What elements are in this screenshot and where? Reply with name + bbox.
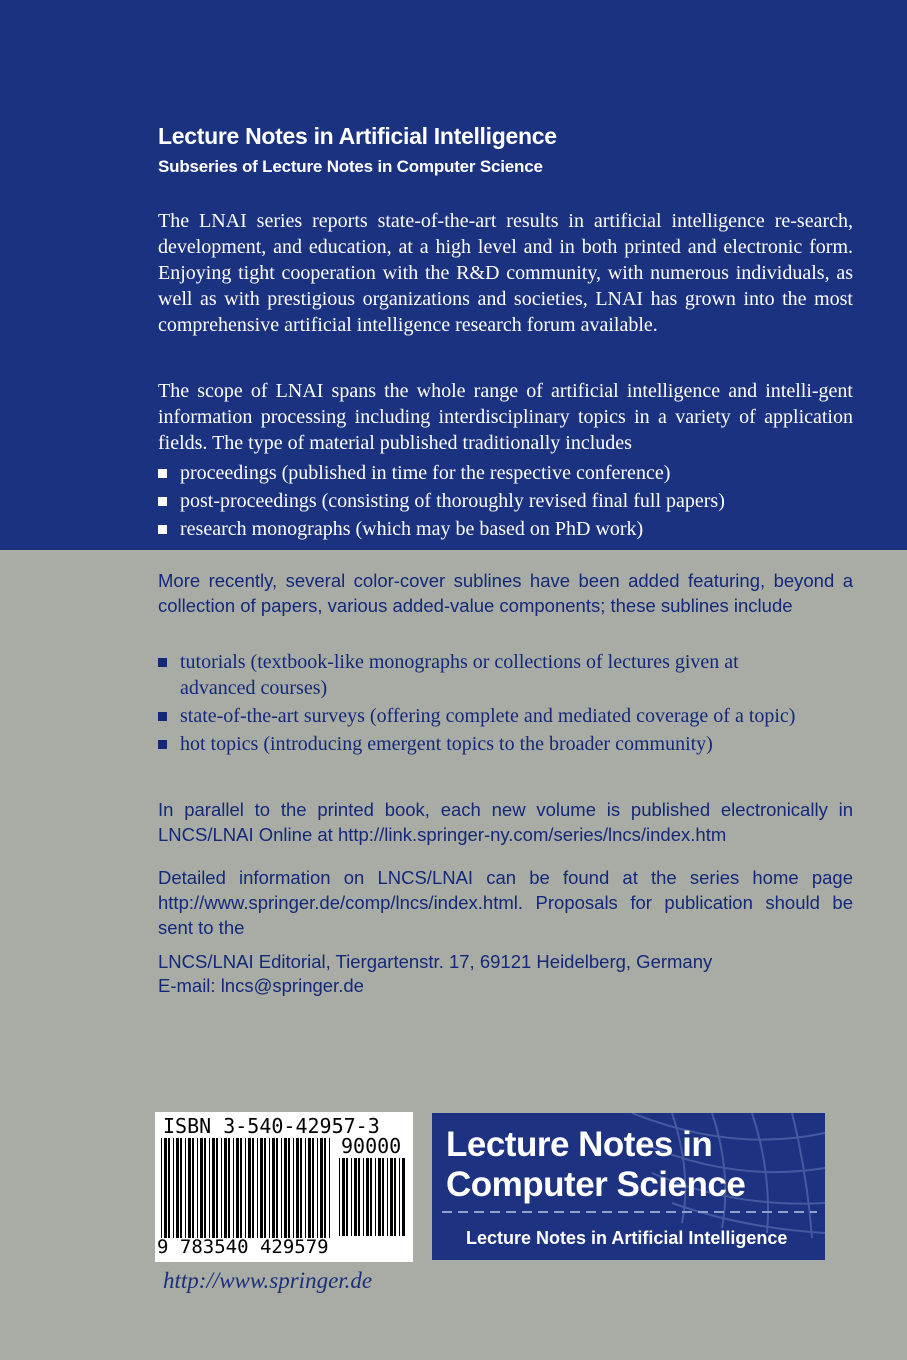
barcode-bar [317,1138,318,1238]
barcode-bar [180,1138,182,1238]
barcode-bar [296,1138,299,1238]
barcode-bar [168,1138,170,1238]
barcode-bar [351,1158,352,1236]
barcode-bar [188,1138,191,1238]
logo-line-1: Lecture Notes in [446,1125,713,1164]
series-logo [432,1113,825,1260]
barcode-bar [257,1138,258,1238]
barcode-bar [240,1138,242,1238]
barcode-bar [358,1158,360,1236]
barcode-bar [339,1158,340,1236]
series-title: Lecture Notes in Artificial Intelligence [158,123,557,149]
price-code: 90000 [341,1134,402,1158]
barcode-bar [209,1138,210,1238]
bullet-square-icon [158,525,167,534]
barcode-bar [288,1138,290,1238]
barcode-bar [394,1158,396,1236]
barcode-bar [197,1138,198,1238]
barcode-bar [375,1158,376,1236]
editorial-email: E-mail: lncs@springer.de [158,975,364,996]
sublines-paragraph: More recently, several color-cover sublines have been added featuring, beyond a collection of papers, various added-value components; these sublines include [158,570,853,616]
ean-number: 9 783540 429579 [157,1236,329,1258]
barcode-bar [260,1138,263,1238]
barcode-bar [269,1138,270,1238]
barcode-bar [378,1158,381,1236]
barcode-addon-bars [337,1158,407,1236]
bullet-square-icon [158,712,167,721]
barcode-bar [192,1138,194,1238]
barcode-bar [224,1138,227,1238]
bullet-square-icon [158,469,167,478]
barcode-bar [281,1138,282,1238]
barcode-bar [390,1158,393,1236]
barcode-bar [354,1158,357,1236]
barcode-bar [216,1138,218,1238]
barcode-bar [366,1158,369,1236]
barcode-bar [236,1138,239,1238]
barcode-bar [324,1138,326,1238]
isbn-label: ISBN 3-540-42957-3 [163,1114,380,1138]
barcode-bar [204,1138,206,1238]
barcode-bar [387,1158,388,1236]
barcode-bar [161,1138,162,1238]
list-item: tutorials (textbook-like monographs or collections of lectures given at advanced courses) [158,649,798,701]
barcode-bar [200,1138,203,1238]
barcode-bar [305,1138,306,1238]
barcode-bar [402,1158,405,1236]
barcode-bar [293,1138,294,1238]
publisher-url[interactable]: http://www.springer.de [163,1268,373,1293]
barcode-bar [272,1138,275,1238]
series-subtitle: Subseries of Lecture Notes in Computer Science [158,157,543,176]
barcode-bar [276,1138,278,1238]
barcode-bar [300,1138,302,1238]
barcode-bar [173,1138,174,1238]
list-item: hot topics (introducing emergent topics to the broader community) [158,731,798,757]
barcode-bar [308,1138,311,1238]
barcode-bar [252,1138,254,1238]
intro-paragraph-2: The scope of LNAI spans the whole range of artificial intelligence and intelli-gent information processing including interdisciplinary topics in a variety of application fields. The type of material published traditionally includes [158,380,853,454]
list-item: research monographs (which may be based on PhD work) [158,516,725,542]
intro-paragraph-1: The LNAI series reports state-of-the-art results in artificial intelligence re-search, development, and education, at a high level and in both printed and electronic form. Enjoying tight cooperation with the R&D community, with numerous individuals, as well as with prestigious organizations and societies, LNAI has grown into the most comprehensive artificial intelligence research forum available. [158,210,853,336]
barcode-bar [363,1158,364,1236]
bullet-square-icon [158,497,167,506]
barcode-bar [382,1158,384,1236]
barcode-bar [221,1138,222,1238]
isbn-barcode [155,1112,413,1262]
logo-subline: Lecture Notes in Artificial Intelligence [466,1228,788,1248]
barcode-bar [228,1138,230,1238]
list-item: state-of-the-art surveys (offering complete and mediated coverage of a topic) [158,703,798,729]
bullet-square-icon [158,658,167,667]
barcode-bar [284,1138,287,1238]
barcode-bar [329,1138,330,1238]
barcode-bars [159,1138,335,1238]
barcode-bar [176,1138,179,1238]
sublines-list [158,649,798,759]
details-paragraph: Detailed information on LNCS/LNAI can be found at the series home page http://www.springer.de/comp/lncs/index.html. Proposals for publication should be sent to the [158,867,853,938]
barcode-bar [370,1158,372,1236]
barcode-bar [245,1138,246,1238]
barcode-bar [212,1138,215,1238]
list-item: post-proceedings (consisting of thoroughly revised final full papers) [158,488,725,514]
barcode-bar [320,1138,323,1238]
publication-types-list [158,460,725,544]
editorial-address: LNCS/LNAI Editorial, Tiergartenstr. 17, 69121 Heidelberg, Germany [158,951,713,972]
barcode-bar [248,1138,251,1238]
online-paragraph: In parallel to the printed book, each new volume is published electronically in LNCS/LNAI Online at http://link.springer-ny.com/series/lncs/index.htm [158,799,853,845]
bullet-square-icon [158,740,167,749]
barcode-bar [346,1158,348,1236]
logo-line-2: Computer Science [446,1165,746,1204]
barcode-bar [342,1158,345,1236]
barcode-bar [312,1138,314,1238]
barcode-bar [185,1138,186,1238]
barcode-bar [233,1138,234,1238]
list-item: proceedings (published in time for the respective conference) [158,460,725,486]
barcode-bar [399,1158,400,1236]
barcode-bar [264,1138,266,1238]
barcode-bar [164,1138,167,1238]
